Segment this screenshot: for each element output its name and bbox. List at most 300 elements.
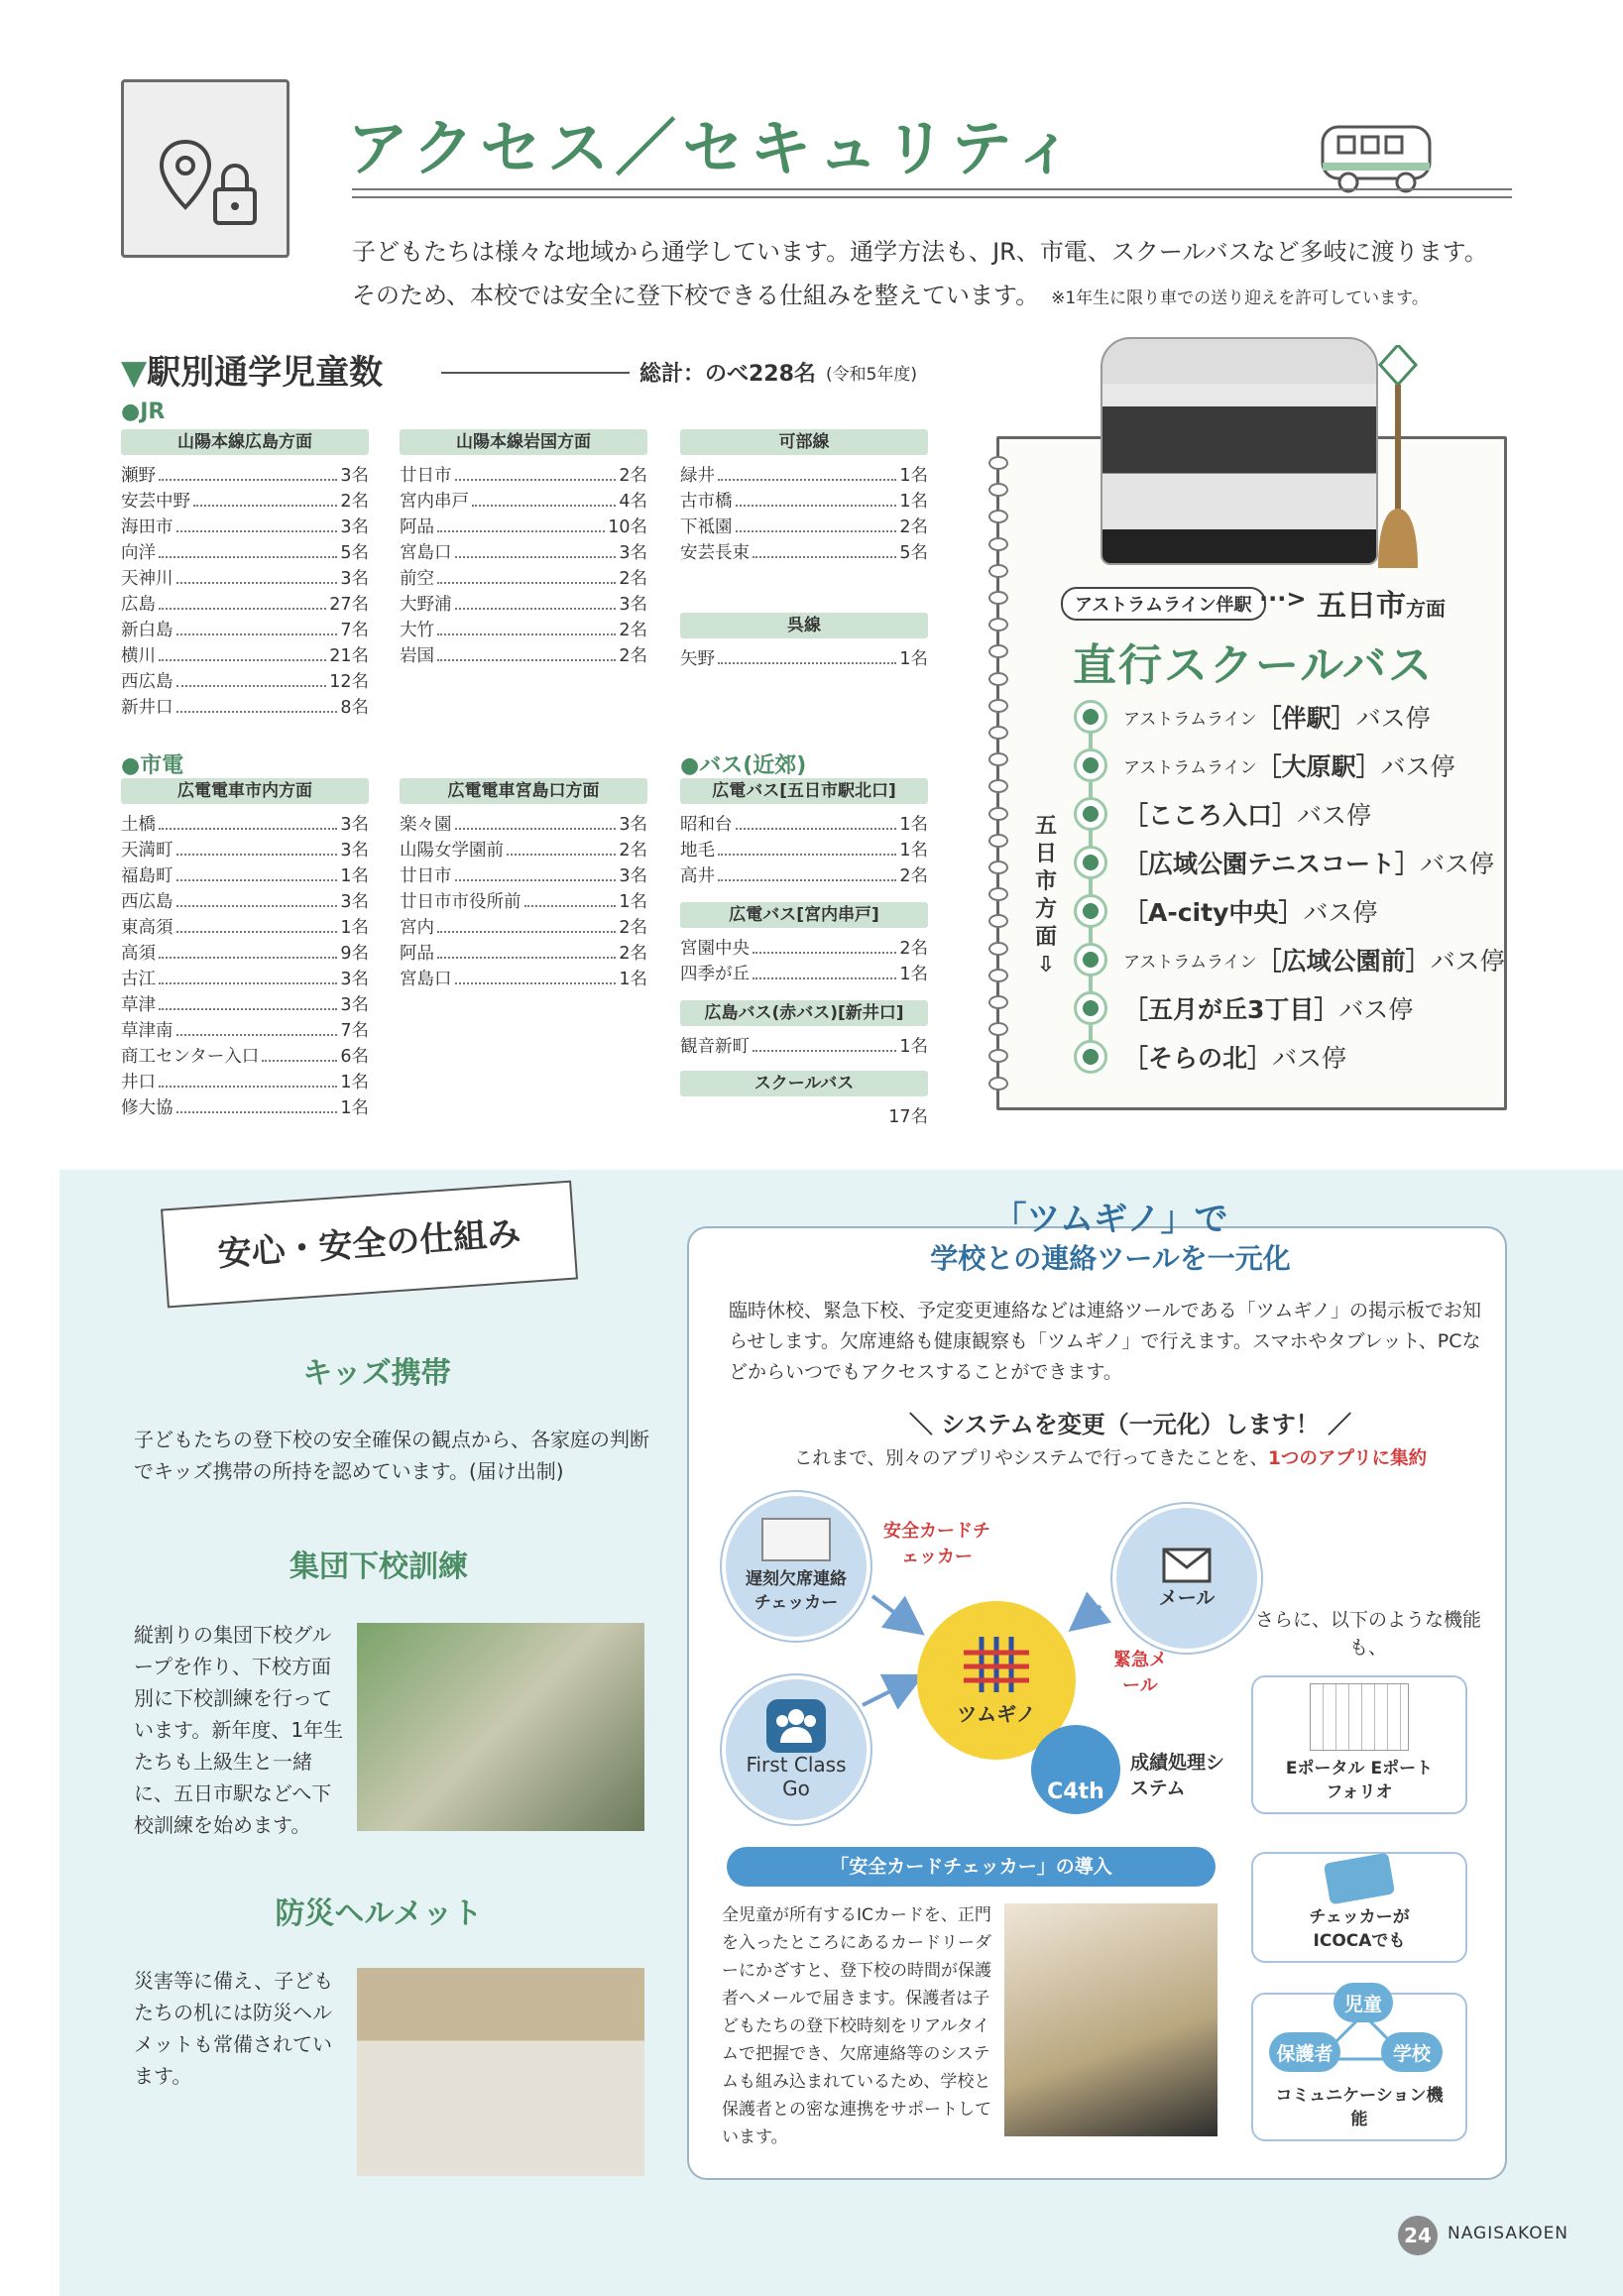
station-row [400,967,647,992]
dot-leader [176,695,338,713]
dot-leader [753,962,896,979]
people-group-icon [766,1699,826,1753]
school-bus-title: 直行スクールバス [1073,640,1435,691]
station-name: 四季が丘 [680,965,750,984]
dot-leader [176,915,338,933]
calendar-table-icon [1310,1683,1409,1751]
dot-leader [159,643,326,661]
student-count: 2名 [619,918,647,938]
station-name: 井口 [121,1073,156,1092]
title-underline [352,188,1512,198]
student-count: 2名 [619,569,647,589]
dot-leader [193,489,337,507]
bus-stop-sign-icon [1368,345,1428,573]
stop-prefix: アストラムライン [1123,757,1257,778]
dot-leader [176,669,327,687]
student-count: 3名 [340,517,369,537]
checker-screen-icon [761,1518,831,1561]
dot-leader [507,838,616,856]
parent-node: 保護者 [1269,2032,1340,2072]
mail-label: メール [1158,1586,1216,1609]
system-sub-highlight: 1つのアプリに集約 [1267,1448,1428,1469]
student-count: 7名 [340,621,369,640]
bus-stop-item [1074,747,1455,783]
dot-leader [718,863,896,881]
station-row [400,889,647,915]
group-sanyo-iwakuni [400,429,647,669]
student-count: 7名 [340,1021,369,1041]
station-name: 下祗園 [680,517,733,537]
direction-label: 五日市方面⇩ [1034,814,1057,977]
station-row [680,463,928,489]
student-count: 2名 [619,466,647,486]
line-label: 広電バス[五日市駅北口] [680,778,928,804]
group-shiden-miyajima [400,778,647,992]
dot-leader [753,936,896,954]
station-name: 天満町 [121,841,174,861]
student-count: 3名 [619,815,647,835]
dot-leader [176,863,338,881]
stop-suffix: バス停 [1420,850,1495,878]
student-count: 1名 [619,970,647,989]
stop-dot-icon [1074,991,1107,1025]
c4th-label: C4th [1047,1779,1104,1804]
student-count: 4名 [619,492,647,512]
dot-leader [262,1044,337,1062]
mail-node [1112,1504,1261,1653]
line-label: 山陽本線広島方面 [121,429,369,455]
station-name: 宮内串戸 [400,492,469,512]
icoca-card-icon [1324,1853,1395,1905]
tsumugi-heading-a: 「ツムギノ」で [992,1200,1228,1239]
station-name: 商工センター入口 [121,1047,260,1067]
station-row [121,540,369,566]
station-name: 観音新町 [680,1037,750,1057]
dot-leader [736,515,897,532]
header-icon-box [121,79,290,258]
station-row [400,592,647,618]
student-count: 27名 [329,595,369,615]
student-count: 2名 [619,646,647,666]
station-row [121,592,369,618]
student-count: 3名 [340,569,369,589]
station-row [121,463,369,489]
more-functions-text: さらに、以下のような機能も、 [1254,1609,1481,1659]
station-row [121,838,369,863]
icoca-label: チェッカーが ICOCAでも [1309,1907,1410,1951]
line-label: 広電バス[宮内串戸] [680,902,928,928]
stop-dot-icon [1074,748,1107,782]
station-row [121,1044,369,1070]
dot-leader [159,1070,337,1088]
station-name: 廿日市 [400,866,452,886]
icoca-box [1251,1852,1467,1963]
student-count: 2名 [340,492,369,512]
group-bus-itsukaichi [680,778,928,889]
bus-destination-suffix: 方面 [1406,597,1446,621]
system-heading [872,1405,1388,1439]
station-row [121,863,369,889]
station-row [680,540,928,566]
slash-right-icon: ／ [1319,1411,1352,1438]
student-count: 12名 [329,672,369,692]
station-row [400,489,647,515]
station-row [400,838,647,863]
dot-leader [736,489,897,507]
station-row [121,941,369,967]
bus-destination [1317,581,1446,625]
student-count: 2名 [619,841,647,861]
station-name: 西広島 [121,672,174,692]
station-row [680,489,928,515]
stop-name: ［広域公園前］ [1256,947,1431,976]
student-count: 17名 [888,1107,928,1127]
station-row [121,489,369,515]
station-name: 地毛 [680,841,715,861]
station-row [680,936,928,962]
station-row [400,540,647,566]
c4th-node [1031,1725,1120,1814]
student-count: 2名 [619,621,647,640]
station-name: 廿日市 [400,466,452,486]
line-label: 広電電車宮島口方面 [400,778,647,804]
station-name: 昭和台 [680,815,733,835]
station-row [121,1018,369,1044]
station-name: 阿品 [400,944,434,964]
stop-suffix: バス停 [1380,752,1455,781]
group-drill-photo [357,1623,644,1831]
group-shiden-city [121,778,369,1121]
station-name: 楽々園 [400,815,452,835]
station-row [121,643,369,669]
dot-leader [159,992,337,1010]
station-row [400,566,647,592]
slash-left-icon: ＼ [908,1411,942,1438]
total-text: 総計：のべ228名 [639,362,816,387]
station-row [121,669,369,695]
category-jr: ●JR [121,400,166,424]
station-row [400,515,647,540]
triangle-icon: ▼ [121,353,148,393]
stop-prefix: アストラムライン [1123,952,1257,973]
system-sub-text: これまで、別々のアプリやシステムで行ってきたことを、 [793,1448,1268,1469]
station-name: 福島町 [121,866,174,886]
station-name: 古江 [121,970,156,989]
dot-leader [718,646,896,664]
student-count: 3名 [619,543,647,563]
station-row [680,838,928,863]
stop-name: ［広域公園テニスコート］ [1123,850,1421,878]
student-count: 2名 [899,939,928,959]
station-name: 岩国 [400,646,434,666]
station-row [121,915,369,941]
line-label: 広電電車市内方面 [121,778,369,804]
safety-heading: 安心・安全の仕組み [161,1181,578,1309]
station-name: 大竹 [400,621,434,640]
station-row [400,915,647,941]
notebook-spiral [988,456,1014,1091]
station-heading-text: 駅別通学児童数 [147,353,384,393]
student-count: 1名 [619,892,647,912]
dot-leader [176,1018,338,1036]
station-row [400,812,647,838]
station-row [121,1070,369,1095]
student-count: 10名 [608,517,647,537]
intro-line-1: 子どもたちは様々な地域から通学しています。通学方法も、JR、市電、スクールバスなど多岐に渡ります。 [352,238,1488,266]
station-heading [121,345,383,394]
late-absence-checker-label: 遅刻欠席連絡チェッカー [746,1569,847,1613]
dot-leader [683,1104,885,1122]
student-count: 1名 [899,466,928,486]
bus-stop-item [1074,1039,1346,1075]
student-count: 1名 [899,965,928,984]
station-name: 山陽女学園前 [400,841,504,861]
group-sanyo-hiroshima [121,429,369,721]
station-name: 古市橋 [680,492,733,512]
arrow-right-icon: ···> [1259,585,1307,613]
station-row [121,967,369,992]
student-count: 3名 [619,595,647,615]
station-name: 緑井 [680,466,715,486]
dot-leader [753,1034,896,1052]
stop-dot-icon [1074,797,1107,831]
student-count: 2名 [619,944,647,964]
station-name: 修大協 [121,1098,174,1118]
dot-leader [455,592,617,610]
dot-leader [437,618,616,635]
station-row [680,646,928,672]
bus-origin: アストラムライン伴駅 [1061,587,1266,621]
bus-stop-item [1074,942,1505,977]
student-count: 21名 [329,646,369,666]
dot-leader [159,812,337,830]
tsumugi-heading-b: 学校との連絡ツールを一元化 [930,1242,1291,1275]
station-name: 草津南 [121,1021,174,1041]
bus-stop-item [1074,796,1371,832]
group-drill-title: 集団下校訓練 [290,1550,468,1584]
dot-leader [159,463,337,481]
dot-leader [736,812,897,830]
station-row [400,941,647,967]
station-row [121,1095,369,1121]
student-count: 3名 [340,995,369,1015]
child-node: 児童 [1333,1983,1393,2022]
stop-dot-icon [1074,894,1107,928]
line-label: 広島バス(赤バス)[新井口] [680,1000,928,1026]
student-count: 1名 [340,1098,369,1118]
card-checker-text: 全児童が所有するICカードを、正門を入ったところにあるカードリーダーにかざすと、登下校の時間が保護者へメールで届きます。保護者は子どもたちの登下校時刻をリアルタイムで把握でき、欠席連絡等のシステムも組み込まれているため、学校と保護者との密な連携をサポートしています。 [722,1905,991,2147]
eportal-box [1251,1675,1467,1814]
station-name: 新白島 [121,621,174,640]
group-kure [680,613,928,672]
station-row [121,618,369,643]
group-bus-shinei [680,1000,928,1060]
dot-leader [176,889,338,907]
bus-stop-item [1074,699,1431,735]
student-count: 1名 [340,918,369,938]
station-row [400,643,647,669]
tsumugi-text: 臨時休校、緊急下校、予定変更連絡などは連絡ツールである「ツムギノ」の掲示板でお知らせします。欠席連絡も健康観察も「ツムギノ」で行えます。スマホやタブレット、PCなどからいつでもアクセスすることができます。 [729,1300,1482,1383]
student-count: 2名 [899,866,928,886]
student-count: 9名 [340,944,369,964]
bus-stop-item [1074,893,1377,929]
student-count: 3名 [340,466,369,486]
station-name: 阿品 [400,517,434,537]
group-drill-text: 縦割りの集団下校グループを作り、下校方面別に下校訓練を行っています。新年度、1年生たちも上級生と一緒に、五日市駅などへ下校訓練を始めます。 [134,1623,344,1837]
station-name: 新井口 [121,698,174,718]
tsumugi-heading [892,1200,1329,1279]
student-count: 1名 [899,492,928,512]
grade-system-label: 成績処理システム [1130,1752,1225,1799]
dot-leader [176,1095,338,1113]
bus-stop-item [1074,990,1413,1026]
tsumugi-center-label: ツムギノ [957,1701,1036,1726]
dot-leader [437,566,616,584]
dot-leader [437,941,616,959]
total-note: (令和5年度) [825,365,918,385]
dot-leader [455,463,617,481]
bus-destination-text: 五日市 [1317,589,1406,624]
student-count: 3名 [340,815,369,835]
school-node: 学校 [1381,2032,1443,2072]
bus-stop-item [1074,845,1494,880]
station-name: 瀬野 [121,466,156,486]
station-name: 宮内 [400,918,434,938]
station-name: 草津 [121,995,156,1015]
stop-prefix: アストラムライン [1123,709,1257,730]
intro-text [352,230,1542,320]
dot-leader [472,489,616,507]
line-label: 可部線 [680,429,928,455]
stop-suffix: バス停 [1338,995,1414,1024]
station-name: 向洋 [121,543,156,563]
line-label: スクールバス [680,1071,928,1096]
student-count: 2名 [899,517,928,537]
stop-suffix: バス停 [1303,898,1378,927]
station-name: 宮島口 [400,543,452,563]
communication-label: コミュニケーション機能 [1275,2086,1444,2129]
stop-name: ［そらの北］ [1123,1044,1273,1073]
stop-suffix: バス停 [1272,1044,1347,1073]
dot-leader [176,566,338,584]
dot-leader [455,967,617,984]
dot-leader [753,540,896,558]
system-sub [714,1444,1507,1470]
first-class-go-label: First Class Go [746,1753,847,1800]
station-row [121,515,369,540]
category-bus: ●バス(近郊) [680,753,807,778]
dot-leader [455,540,617,558]
student-count: 8名 [340,698,369,718]
student-count: 5名 [340,543,369,563]
dot-leader [176,515,338,532]
station-name: 安芸中野 [121,492,190,512]
station-row [121,992,369,1018]
station-name: 横川 [121,646,156,666]
dot-leader [437,915,616,933]
dot-leader [437,643,616,661]
line-label: 山陽本線岩国方面 [400,429,647,455]
stop-suffix: バス停 [1297,801,1372,830]
station-row [121,889,369,915]
system-heading-text: システムを変更（一元化）します！ [941,1411,1320,1438]
dot-leader [718,463,896,481]
station-name: 高井 [680,866,715,886]
group-kabe [680,429,928,566]
safe-card-label: 安全カードチェッカー [883,1521,990,1567]
dot-leader [159,540,337,558]
location-lock-icon [124,82,287,255]
station-row [680,515,928,540]
station-row [680,962,928,987]
student-count: 3名 [340,841,369,861]
line-label: 呉線 [680,613,928,638]
station-row [680,1104,928,1130]
kids-phone-text: 子どもたちの登下校の安全確保の観点から、各家庭の判断でキッズ携帯の所持を認めています。(届け出制) [134,1428,649,1483]
eportal-label: Eポータル Eポートフォリオ [1285,1759,1434,1802]
student-count: 1名 [899,649,928,669]
stop-name: ［A-city中央］ [1123,898,1304,927]
first-class-go-node [722,1675,870,1824]
card-checker-photo [1004,1903,1217,2136]
station-name: 前空 [400,569,434,589]
stop-dot-icon [1074,700,1107,734]
stop-dot-icon [1074,846,1107,879]
helmet-text: 災害等に備え、子どもたちの机には防災ヘルメットも常備されています。 [134,1969,334,2088]
intro-line-2: そのため、本校では安全に登下校できる仕組みを整えています。 [352,282,1028,309]
page-number: 24 [1398,2216,1438,2255]
school-bus-photo [1101,337,1378,565]
student-count: 1名 [340,1073,369,1092]
dot-leader [176,838,338,856]
dot-leader [159,592,326,610]
stop-dot-icon [1074,943,1107,976]
station-row [400,618,647,643]
late-absence-checker-node [722,1492,870,1641]
bus-illustration-icon [1319,119,1438,198]
station-name: 矢野 [680,649,715,669]
station-name: 廿日市市役所前 [400,892,522,912]
station-name: 宮園中央 [680,939,750,959]
station-row [400,463,647,489]
helmet-photo [357,1968,644,2176]
kids-phone-title: キッズ携帯 [302,1356,451,1391]
station-name: 西広島 [121,892,174,912]
station-name: 宮島口 [400,970,452,989]
helmet-title: 防災ヘルメット [275,1896,483,1931]
page-title: アクセス／セキュリティ [347,112,1081,184]
station-row [121,566,369,592]
station-name: 大野浦 [400,595,452,615]
station-row [400,863,647,889]
group-bus-miyauchi [680,902,928,987]
student-count: 5名 [899,543,928,563]
student-count: 3名 [340,892,369,912]
stop-name: ［五月が丘3丁目］ [1123,995,1339,1024]
stop-suffix: バス停 [1430,947,1505,976]
student-count: 1名 [340,866,369,886]
school-name: NAGISAKOEN [1448,2224,1569,2243]
mail-icon [1162,1548,1212,1583]
stop-name: ［伴駅］ [1256,704,1356,733]
group-school-bus [680,1071,928,1130]
urgent-mail-label: 緊急メール [1113,1650,1167,1696]
dot-leader [718,838,896,856]
station-name: 安芸長束 [680,543,750,563]
station-total [441,357,937,388]
dot-leader [455,812,617,830]
dot-leader [176,618,338,635]
